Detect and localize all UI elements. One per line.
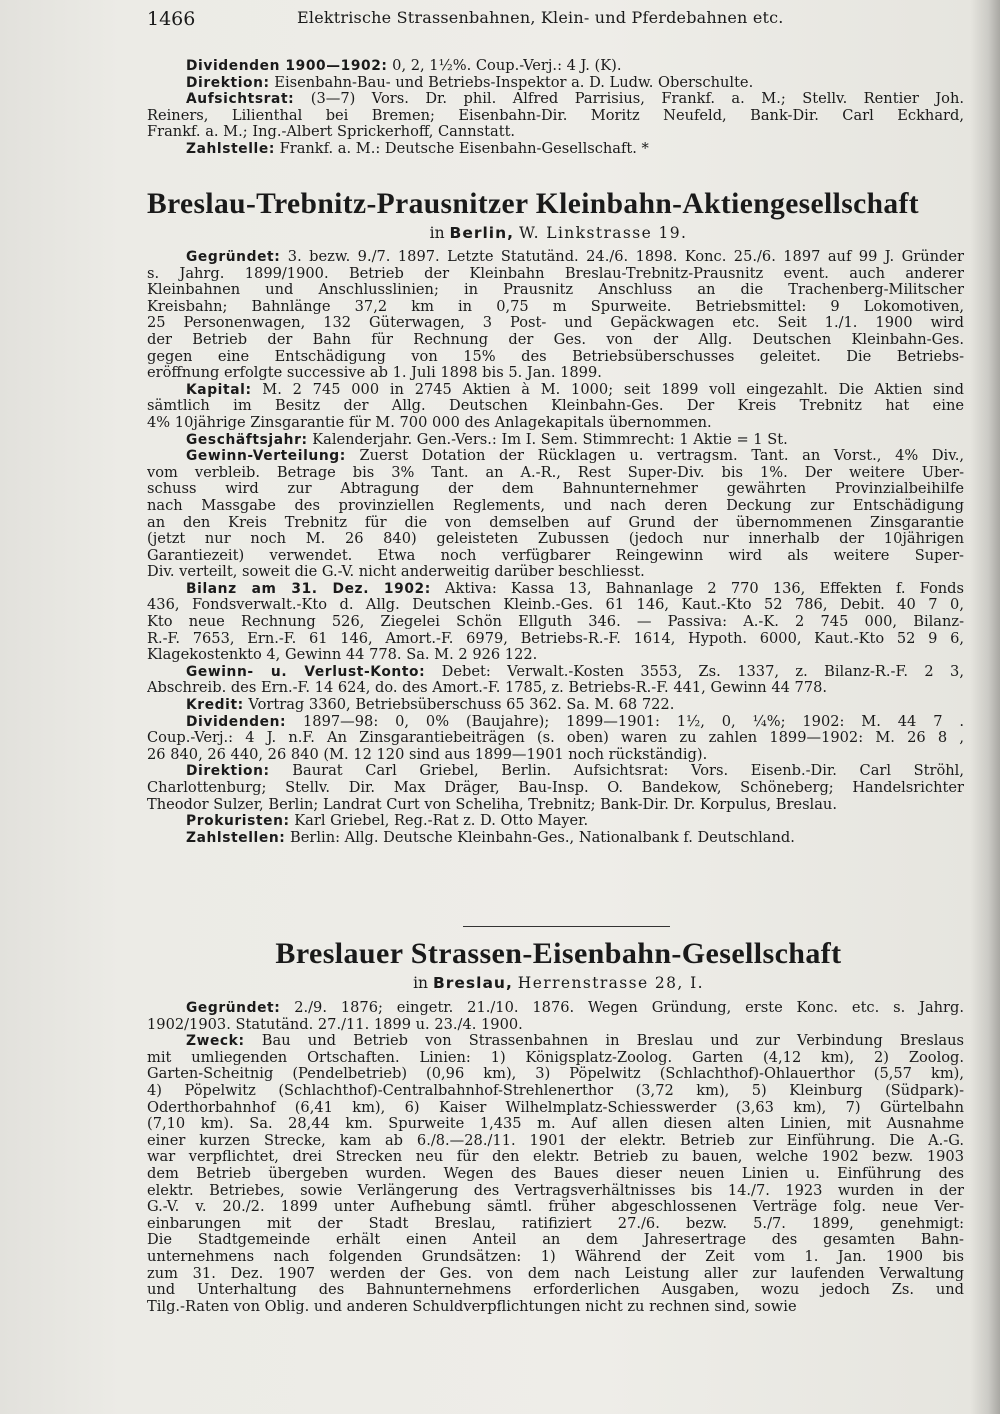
text-line: [147, 332, 964, 349]
entry-label: Aufsichtsrat:: [186, 91, 295, 108]
entry-text: Coup.-Verj.: 4 J. n.F. An Zinsgarantiebeiträgen (s. oben) waren zu zahlen 1899—1902: M. 26 8 ,: [147, 730, 964, 747]
text-line: [147, 763, 964, 780]
text-line: [147, 1232, 964, 1249]
page-number: 1466: [147, 8, 196, 30]
page-edge-shadow: [970, 0, 1000, 1414]
text-line: [147, 249, 964, 266]
text-line: [147, 697, 964, 714]
entry-label: Kredit:: [186, 697, 244, 714]
section2-in: in: [413, 974, 429, 992]
entry-text: Zuerst Dotation der Rücklagen u. vertragsm. Tant. an Vorst., 4% Div.,: [345, 448, 964, 465]
text-line: [147, 714, 964, 731]
text-line: [147, 581, 964, 598]
entry-text: Theodor Sulzer, Berlin; Landrat Curt von Scheliha, Trebnitz; Bank-Dir. Dr. Korpulus, Breslau.: [147, 796, 837, 813]
text-line: [147, 1066, 964, 1083]
text-line: [147, 465, 964, 482]
entry-text: 1902/1903. Statutänd. 27./11. 1899 u. 23./4. 1900.: [147, 1016, 523, 1033]
text-line: [147, 58, 964, 75]
text-line: [147, 647, 964, 664]
entry-text: sämtlich im Besitz der Allg. Deutschen Kleinbahn-Ges. Der Kreis Trebnitz hat eine: [147, 398, 964, 415]
entry-text: 0, 2, 1½%. Coup.-Verj.: 4 J. (K).: [387, 58, 622, 74]
text-line: [147, 797, 964, 814]
section2-title: Breslauer Strassen-Eisenbahn-Gesellschaft: [275, 937, 842, 970]
entry-text: (jetzt nur noch M. 26 840) geleisteten Zubussen (jedoch nur innerhalb der 10jährigen: [147, 531, 964, 548]
entry-text: Berlin: Allg. Deutsche Kleinbahn-Ges., Nationalbank f. Deutschland.: [285, 829, 795, 846]
text-line: [147, 531, 964, 548]
text-line: [147, 631, 964, 648]
top-entry-block: [147, 58, 964, 158]
entry-text: Karl Griebel, Reg.-Rat z. D. Otto Mayer.: [289, 813, 589, 830]
text-line: [147, 415, 964, 432]
entry-text: s. Jahrg. 1899/1900. Betrieb der Kleinbahn Breslau-Trebnitz-Prausnitz event. auch anderer: [147, 265, 964, 282]
text-line: [147, 1050, 964, 1067]
entry-label: Prokuristen:: [186, 813, 290, 830]
text-line: [147, 597, 964, 614]
entry-label: Zahlstellen:: [186, 829, 286, 846]
text-line: [147, 398, 964, 415]
text-line: [147, 780, 964, 797]
text-line: [147, 498, 964, 515]
entry-label: Bilanz am 31. Dez. 1902:: [186, 580, 431, 597]
entry-text: 25 Personenwagen, 132 Güterwagen, 3 Post- und Gepäckwagen etc. Seit 1./1. 1900 wird: [147, 315, 964, 332]
entry-text: Kleinbahnen und Anschlusslinien; in Prausnitz Anschluss an die Trachenberg-Militscher: [147, 282, 964, 299]
entry-text: eröffnung erfolgte successive ab 1. Juli 1898 bis 5. Jan. 1899.: [147, 365, 602, 382]
entry-text: Kreisbahn; Bahnlänge 37,2 km in 0,75 m Spurweite. Betriebsmittel: 9 Lokomotiven,: [147, 298, 964, 315]
entry-text: Garten-Scheitnig (Pendelbetrieb) (0,96 km), 3) Pöpelwitz (Schlachthof)-Ohlauerthor (5,57 km),: [147, 1066, 964, 1083]
entry-text: (3—7) Vors. Dr. phil. Alfred Parrisius, Frankf. a. M.; Stellv. Rentier Joh.: [294, 91, 964, 108]
entry-text: Abschreib. des Ern.-F. 14 624, do. des Amort.-F. 1785, z. Betriebs-R.-F. 441, Gewinn 44 778.: [147, 680, 828, 697]
entry-label: Zahlstelle:: [186, 140, 275, 157]
text-line: [147, 75, 964, 92]
entry-text: Oderthorbahnhof (6,41 km), 6) Kaiser Wilhelmplatz-Schiesswerder (3,63 km), 7) Gürtelbahn: [147, 1099, 964, 1116]
entry-label: Dividenden:: [186, 713, 287, 730]
entry-text: Charlottenburg; Stellv. Dir. Max Dräger, Bau-Insp. O. Bandekow, Schöneberg; Handelsrichter: [147, 780, 964, 796]
entry-text: zum 31. Dez. 1907 werden der Ges. von dem nach Leistung aller zur laufenden Verwaltung: [147, 1265, 964, 1282]
entry-text: 26 840, 26 440, 26 840 (M. 12 120 sind aus 1899—1901 noch rückständig).: [147, 746, 708, 763]
text-line: [147, 1083, 964, 1100]
entry-text: Frankf. a. M.; Ing.-Albert Sprickerhoff, Cannstatt.: [147, 124, 516, 141]
entry-text: Debet: Verwalt.-Kosten 3553, Zs. 1337, z. Bilanz-R.-F. 2 3,: [425, 663, 964, 680]
entry-label: Dividenden 1900—1902:: [186, 58, 388, 74]
entry-label: Gegründet:: [186, 249, 281, 265]
section1-title: Breslau-Trebnitz-Prausnitzer Kleinbahn-Aktiengesellschaft: [147, 188, 920, 220]
text-line: [147, 1282, 964, 1299]
section1-address: W. Linkstrasse 19.: [518, 224, 688, 242]
entry-text: mit umliegenden Ortschaften. Linien: 1) Königsplatz-Zoolog. Garten (4,12 km), 2) Zoolog.: [147, 1049, 964, 1066]
text-line: [147, 1249, 964, 1266]
entry-text: an den Kreis Trebnitz für die von demselben auf Grund der übernommenen Zinsgarantie: [147, 514, 964, 531]
entry-text: einbarungen mit der Stadt Breslau, ratifiziert 27./6. bezw. 5./7. 1899, genehmigt:: [147, 1215, 964, 1232]
text-line: [147, 365, 964, 382]
text-line: [147, 680, 964, 697]
entry-text: 4) Pöpelwitz (Schlachthof)-Centralbahnhof-Strehlenerthor (3,72 km), 5) Kleinburg (Südpark)-: [147, 1082, 964, 1099]
page-header: [147, 8, 940, 30]
entry-text: Kto neue Rechnung 526, Ziegelei Schön Ellguth 346. — Passiva: A.-K. 2 745 000, Bilanz-: [147, 614, 964, 631]
entry-text: (7,10 km). Sa. 28,44 km. Spurweite 1,435 m. Auf allen diesen alten Linien, mit Ausnahme: [147, 1116, 964, 1133]
text-line: [147, 1133, 964, 1150]
running-title: Elektrische Strassenbahnen, Klein- und Pferdebahnen etc.: [297, 8, 784, 27]
text-line: [147, 282, 964, 299]
text-line: [147, 664, 964, 681]
entry-label: Gewinn- u. Verlust-Konto:: [186, 663, 426, 680]
text-line: [147, 1017, 964, 1034]
text-line: [147, 1166, 964, 1183]
entry-text: 1897—98: 0, 0% (Baujahre); 1899—1901: 1½, 0, ¼%; 1902: M. 44 7 .: [286, 713, 964, 730]
text-line: [147, 382, 964, 399]
entry-text: unternehmens nach folgenden Grundsätzen: 1) Während der Zeit vom 1. Jan. 1900 bis: [147, 1248, 964, 1265]
entry-text: schuss wird zur Abtragung der dem Bahnunternehmer gewährten Provinzialbeihilfe: [147, 481, 964, 498]
entry-text: Reiners, Lilienthal bei Bremen; Eisenbahn-Dir. Moritz Neufeld, Bank-Dir. Carl Eckhard,: [147, 107, 964, 124]
entry-text: und Unterhaltung des Bahnunternehmens erforderlichen Ausgaben, wozu jedoch Zs. und: [147, 1282, 964, 1299]
text-line: [147, 1299, 964, 1316]
text-line: [147, 124, 964, 141]
entry-label: Geschäftsjahr:: [186, 431, 308, 448]
entry-text: dem Betrieb übergeben wurden. Wegen des Baues dieser neuen Linien u. Einführung des: [147, 1165, 964, 1182]
entry-text: 2./9. 1876; eingetr. 21./10. 1876. Wegen Gründung, erste Konc. etc. s. Jahrg.: [280, 1000, 964, 1016]
text-line: [147, 108, 964, 125]
text-line: [147, 564, 964, 581]
entry-label: Kapital:: [186, 381, 252, 398]
text-line: [147, 141, 964, 158]
entry-text: R.-F. 7653, Ern.-F. 61 146, Amort.-F. 6979, Betriebs-R.-F. 1614, Hypoth. 6000, Kaut.-Kto 52 9 6,: [147, 630, 964, 647]
section1-in: in: [429, 224, 445, 242]
entry-text: Tilg.-Raten von Oblig. und anderen Schuldverpflichtungen nicht zu rechnen sind, sowie: [147, 1298, 797, 1315]
text-line: [147, 349, 964, 366]
entry-text: M. 2 745 000 in 2745 Aktien à M. 1000; seit 1899 voll eingezahlt. Die Aktien sind: [251, 381, 964, 398]
entry-text: 436, Fondsverwalt.-Kto d. Allg. Deutschen Kleinb.-Ges. 61 146, Kaut.-Kto 52 786, Debit. 40 7 0,: [147, 597, 964, 614]
entry-label: Direktion:: [186, 763, 270, 780]
text-line: [147, 481, 964, 498]
text-line: [147, 830, 964, 847]
entry-label: Direktion:: [186, 74, 270, 91]
entry-text: war verpflichtet, drei Strecken neu für den elektr. Betrieb zu bauen, welche 1902 bezw. 1903: [147, 1149, 964, 1166]
entry-label: Zweck:: [186, 1033, 245, 1050]
entry-text: gegen eine Entschädigung von 15% des Betriebsüberschusses geleitet. Die Betriebs-: [147, 348, 964, 365]
text-line: [147, 1199, 964, 1216]
text-line: [147, 515, 964, 532]
text-line: [147, 614, 964, 631]
section2-location: [147, 974, 970, 992]
text-line: [147, 1000, 964, 1017]
entry-text: Bau und Betrieb von Strassenbahnen in Breslau und zur Verbindung Breslaus: [244, 1033, 964, 1050]
entry-text: 3. bezw. 9./7. 1897. Letzte Statutänd. 24./6. 1898. Konc. 25./6. 1897 auf 99 J. Gründer: [280, 249, 964, 265]
entry-text: Baurat Carl Griebel, Berlin. Aufsichtsrat: Vors. Eisenb.-Dir. Carl Ströhl,: [269, 763, 964, 780]
entry-text: G.-V. v. 20./2. 1899 unter Aufhebung sämtl. früher abgeschlossenen Verträge folg. neue Ver-: [147, 1199, 964, 1216]
entry-text: Eisenbahn-Bau- und Betriebs-Inspektor a. D. Ludw. Oberschulte.: [269, 74, 754, 91]
text-line: [147, 91, 964, 108]
entry-text: Kalenderjahr. Gen.-Vers.: Im I. Sem. Stimmrecht: 1 Aktie = 1 St.: [307, 431, 788, 448]
entry-label: Gegründet:: [186, 1000, 281, 1016]
section2-city: Breslau,: [432, 974, 513, 992]
section2-body: [147, 1000, 964, 1315]
text-line: [147, 730, 964, 747]
text-line: [147, 299, 964, 316]
entry-text: Frankf. a. M.: Deutsche Eisenbahn-Gesellschaft. *: [274, 140, 649, 157]
entry-text: Garantiezeit) verwendet. Etwa noch verfügbarer Reingewinn wird als weitere Super-: [147, 547, 964, 564]
entry-text: 4% 10jährige Zinsgarantie für M. 700 000 des Anlagekapitals übernommen.: [147, 414, 712, 431]
entry-text: Die Stadtgemeinde erhält einen Anteil an dem Jahresertrage des gesamten Bahn-: [147, 1232, 964, 1249]
section1-body: [147, 249, 964, 846]
entry-text: der Betrieb der Bahn für Rechnung der Ges. von der Allg. Deutschen Kleinbahn-Ges.: [147, 331, 964, 348]
entry-text: Aktiva: Kassa 13, Bahnanlage 2 770 136, Effekten f. Fonds: [430, 580, 964, 597]
text-line: [147, 448, 964, 465]
entry-text: vom verbleib. Betrage bis 3% Tant. an A.-R., Rest Super-Div. bis 1%. Der weitere Über-: [147, 464, 964, 481]
text-line: [147, 1266, 964, 1283]
text-line: [147, 315, 964, 332]
section1-city: Berlin,: [449, 224, 515, 242]
section1-location: [147, 224, 970, 242]
entry-text: Klagekostenkto 4, Gewinn 44 778. Sa. M. 2 926 122.: [147, 647, 538, 664]
entry-text: elektr. Betriebes, sowie Verlängerung des Vertragsverhältnisses bis 14./7. 1923 wurden in der: [147, 1182, 964, 1199]
text-line: [147, 1183, 964, 1200]
text-line: [147, 813, 964, 830]
text-line: [147, 1116, 964, 1133]
entry-text: Div. verteilt, soweit die G.-V. nicht anderweitig darüber beschliesst.: [147, 564, 645, 581]
section2-address: Herrenstrasse 28, I.: [517, 974, 704, 992]
text-line: [147, 548, 964, 565]
entry-text: nach Massgabe des provinziellen Reglements, und nach deren Deckung zur Entschädigung: [147, 497, 964, 514]
entry-text: einer kurzen Strecke, kam ab 6./8.—28./11. 1901 der elektr. Betrieb zur Einführung. Die A.-G.: [147, 1132, 964, 1149]
text-line: [147, 1149, 964, 1166]
text-line: [147, 1100, 964, 1117]
text-line: [147, 1033, 964, 1050]
text-line: [147, 266, 964, 283]
text-line: [147, 1216, 964, 1233]
section-divider: [463, 926, 670, 927]
entry-label: Gewinn-Verteilung:: [186, 448, 346, 465]
text-line: [147, 747, 964, 764]
entry-text: Vortrag 3360, Betriebsüberschuss 65 362. Sa. M. 68 722.: [243, 697, 675, 714]
text-line: [147, 432, 964, 449]
